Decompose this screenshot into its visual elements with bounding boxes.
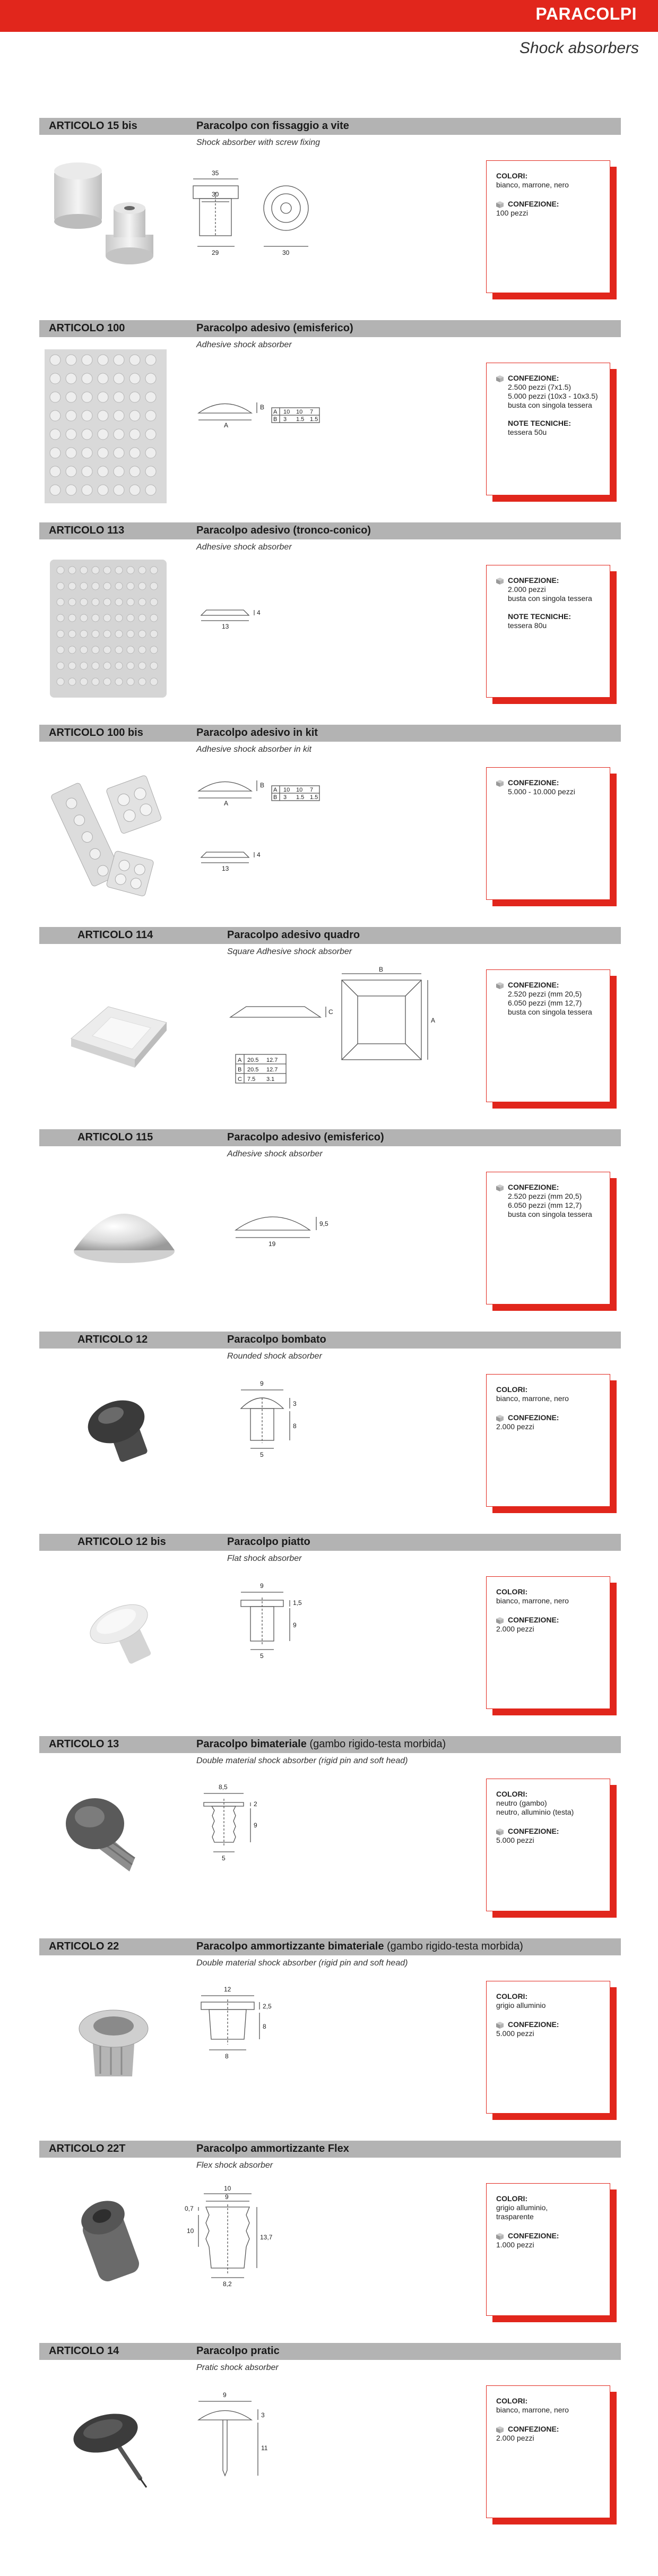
info-line: busta con singola tessera [508,401,592,409]
dimension-label: 3 [261,2411,265,2419]
package-icon [495,1183,505,1192]
technical-drawing-svg [183,357,501,495]
package-icon [495,577,505,585]
article-section [39,2141,621,2337]
dimension-label: 8 [225,2053,229,2060]
article-code: ARTICOLO 12 [77,1334,148,1345]
table-cell: 3.1 [266,1076,275,1083]
table-cell: 1.5 [296,416,305,423]
article-name: Paracolpo con fissaggio a vite [196,120,349,132]
technical-drawing [183,2178,501,2316]
article-subtitle: Flex shock absorber [196,2161,273,2170]
info-line: 2.000 pezzi [508,585,546,594]
info-line: COLORI: [496,1992,528,2000]
product-photo [60,1182,188,1278]
dimension-label: B [260,403,265,411]
info-line: grigio alluminio [496,2001,546,2010]
info-line: CONFEZIONE: [508,200,559,208]
technical-drawing-svg [183,1773,501,1911]
table-cell: 12.7 [266,1057,278,1063]
info-line: 1.000 pezzi [496,2240,534,2249]
article-section [39,1938,621,2135]
dimension-label: 35 [212,169,219,177]
product-photo [45,349,167,503]
article-name: Paracolpo piatto [227,1536,310,1548]
info-line: 2.000 pezzi [496,1422,534,1431]
info-line: neutro, alluminio (testa) [496,1808,574,1816]
info-box [486,1172,610,1304]
dimension-label: 9 [225,2193,229,2201]
table-cell: 1.5 [296,794,305,801]
product-photo [50,759,172,908]
table-cell: 7 [310,787,314,793]
info-box [486,1981,610,2114]
article-section [39,118,621,314]
article-subtitle: Adhesive shock absorber [196,543,292,552]
technical-drawing-svg [183,762,501,900]
article-code: ARTICOLO 22T [49,2143,126,2154]
dimension-label: 30 [212,191,219,198]
info-line: CONFEZIONE: [508,1616,559,1624]
article-name: Paracolpo adesivo in kit [196,727,318,739]
info-line: neutro (gambo) [496,1799,547,1807]
info-line: 5.000 pezzi (10x3 - 10x3.5) [508,392,598,400]
dimension-label: 19 [269,1240,276,1248]
info-line: 6.050 pezzi (mm 12,7) [508,1201,582,1209]
article-name: Paracolpo ammortizzante Flex [196,2143,349,2154]
technical-drawing-svg [183,560,501,698]
info-line: trasparente [496,2212,534,2221]
info-line: CONFEZIONE: [508,374,559,382]
info-line: CONFEZIONE: [508,576,559,585]
dimension-label: 8 [293,1422,297,1430]
info-box [486,767,610,900]
article-subtitle: Rounded shock absorber [227,1352,322,1361]
product-photo [50,560,167,698]
table-cell: 7.5 [247,1076,256,1083]
dimension-label: 9 [223,2391,227,2399]
page-title: PARACOLPI [535,4,637,23]
article-code: ARTICOLO 12 bis [77,1536,166,1548]
info-line: 6.050 pezzi (mm 12,7) [508,999,582,1007]
info-line: CONFEZIONE: [508,2425,559,2433]
article-subtitle: Adhesive shock absorber [196,340,292,349]
info-box [486,1779,610,1911]
info-line: CONFEZIONE: [508,1827,559,1835]
technical-drawing [183,560,501,698]
article-header-bar [39,2343,621,2360]
table-cell: A [238,1057,242,1063]
article-section [39,1129,621,1326]
dimension-label: 9 [293,1621,297,1629]
article-section [39,320,621,517]
dimension-label: 9 [254,1822,257,1829]
article-name: Paracolpo bimateriale (gambo rigido-testa morbida) [196,1738,446,1750]
info-line: 2.500 pezzi (7x1.5) [508,383,572,391]
article-subtitle: Adhesive shock absorber in kit [196,745,311,754]
product-photo [71,1582,177,1688]
table-cell: 20.5 [247,1057,259,1063]
technical-drawing [183,1773,501,1911]
info-line: 2.000 pezzi [496,2434,534,2442]
info-line: 5.000 pezzi [496,1836,534,1844]
product-photo [60,2183,167,2300]
dimension-label: 0,7 [185,2205,194,2212]
package-icon [495,981,505,990]
info-line: CONFEZIONE: [508,778,559,787]
package-icon [495,2425,505,2434]
article-name: Paracolpo adesivo (tronco-conico) [196,525,371,536]
info-line: 2.520 pezzi (mm 20,5) [508,1192,582,1200]
dimension-label: 8,2 [223,2280,232,2288]
info-box [486,2183,610,2316]
technical-drawing-svg [183,1976,501,2114]
article-name: Paracolpo ammortizzante bimateriale (gambo rigido-testa morbida) [196,1940,523,1952]
article-code: ARTICOLO 115 [77,1131,153,1143]
article-section [39,522,621,719]
article-subtitle: Pratic shock absorber [196,2363,279,2372]
article-section [39,927,621,1123]
info-line: COLORI: [496,2194,528,2203]
article-subtitle: Double material shock absorber (rigid pin and soft head) [196,1756,408,1765]
technical-drawing [183,762,501,900]
table-cell: C [238,1076,242,1083]
dimension-label: 5 [222,1854,226,1862]
info-line: busta con singola tessera [508,594,592,603]
info-line: COLORI: [496,2397,528,2405]
info-box [486,969,610,1102]
table-cell: 20.5 [247,1067,259,1073]
info-box [486,2385,610,2518]
dimension-label: 10 [224,2185,231,2192]
dimension-label: 9,5 [319,1220,328,1227]
info-line: 100 pezzi [496,209,528,217]
article-subtitle: Square Adhesive shock absorber [227,947,352,956]
info-box [486,160,610,293]
dimension-label: A [224,422,229,429]
dimension-label: C [328,1008,333,1016]
table-cell: 3 [283,416,287,423]
table-cell: B [273,794,278,801]
package-icon [495,1827,505,1836]
info-line: CONFEZIONE: [508,981,559,989]
dimension-label: 4 [257,609,261,616]
info-line: CONFEZIONE: [508,1413,559,1422]
package-icon [495,779,505,787]
dimension-label: 2 [254,1800,257,1808]
page-subtitle: Shock absorbers [519,39,639,57]
table-cell: 10 [296,787,303,793]
table-cell: 10 [296,409,303,415]
article-section [39,1332,621,1528]
table-cell: 10 [283,409,290,415]
dimension-label: 1,5 [293,1599,302,1607]
info-line: COLORI: [496,1587,528,1596]
info-line: busta con singola tessera [508,1008,592,1016]
article-code: ARTICOLO 100 [49,322,125,334]
article-section [39,725,621,921]
article-code: ARTICOLO 22 [49,1940,119,1952]
table-cell: 7 [310,409,314,415]
dimension-label: 30 [282,249,290,256]
article-name: Paracolpo adesivo quadro [227,929,360,941]
info-line: bianco, marrone, nero [496,2406,569,2414]
dimension-label: 4 [257,851,261,858]
dimension-label: A [431,1017,436,1024]
info-box [486,363,610,495]
article-subtitle: Adhesive shock absorber [227,1149,323,1158]
dimension-label: 9 [260,1582,264,1590]
article-subtitle: Double material shock absorber (rigid pin and soft head) [196,1959,408,1968]
dimension-label: 13 [222,623,229,630]
article-code: ARTICOLO 14 [49,2345,119,2357]
product-photo [60,975,188,1081]
dimension-label: 5 [260,1451,264,1458]
product-photo [71,1379,177,1486]
dimension-label: 12 [224,1986,231,1993]
info-line: 5.000 - 10.000 pezzi [508,787,575,796]
info-line: tessera 50u [508,428,547,436]
info-line: 5.000 pezzi [496,2029,534,2038]
article-name: Paracolpo bombato [227,1334,326,1345]
technical-drawing [183,2380,501,2518]
package-icon [495,374,505,383]
article-section [39,2343,621,2539]
table-cell: 10 [283,787,290,793]
info-line: COLORI: [496,171,528,180]
info-box [486,1374,610,1507]
article-code: ARTICOLO 113 [49,525,125,536]
table-cell: A [273,409,278,415]
info-line: CONFEZIONE: [508,2231,559,2240]
product-photo [60,1983,172,2095]
dimension-label: 2,5 [263,2003,272,2010]
article-code: ARTICOLO 13 [49,1738,119,1750]
dimension-label: 11 [261,2444,268,2452]
article-section [39,1534,621,1730]
dimension-label: 8 [263,2023,266,2030]
article-name: Paracolpo adesivo (emisferico) [227,1131,384,1143]
dimension-label: B [260,782,265,789]
article-code: ARTICOLO 15 bis [49,120,137,132]
info-line: bianco, marrone, nero [496,1394,569,1403]
table-cell: B [238,1067,242,1073]
table-cell: A [273,787,278,793]
technical-drawing [183,1976,501,2114]
dimension-label: B [379,966,384,973]
table-cell: 12.7 [266,1067,278,1073]
info-line: busta con singola tessera [508,1210,592,1218]
technical-drawing [183,357,501,495]
info-line: COLORI: [496,1790,528,1798]
info-line: bianco, marrone, nero [496,1596,569,1605]
info-box [486,1576,610,1709]
article-subtitle: Flat shock absorber [227,1554,302,1563]
package-icon [495,1616,505,1625]
info-line: 2.520 pezzi (mm 20,5) [508,990,582,998]
dimension-label: 10 [187,2227,194,2235]
dimension-label: 13 [222,865,229,872]
info-line: NOTE TECNICHE: [508,419,571,427]
package-icon [495,2232,505,2240]
article-code: ARTICOLO 114 [77,929,153,941]
dimension-label: 29 [212,249,219,256]
article-name: Paracolpo adesivo (emisferico) [196,322,353,334]
dimension-label: 5 [260,1652,264,1660]
dimension-label: 8,5 [219,1783,228,1791]
info-line: CONFEZIONE: [508,2020,559,2029]
table-cell: 1.5 [310,416,318,423]
info-line: 2.000 pezzi [496,1625,534,1633]
table-cell: 1.5 [310,794,318,801]
article-name: Paracolpo pratic [196,2345,280,2357]
info-box [486,565,610,698]
package-icon [495,200,505,209]
info-line: tessera 80u [508,621,547,630]
info-line: COLORI: [496,1385,528,1394]
technical-drawing-svg [183,2380,501,2518]
info-line: grigio alluminio, [496,2203,548,2212]
table-cell: 3 [283,794,287,801]
technical-drawing [183,155,501,293]
package-icon [495,2021,505,2029]
dimension-label: A [224,800,229,807]
dimension-label: 13,7 [260,2234,273,2241]
product-photo [45,155,172,282]
article-subtitle: Shock absorber with screw fixing [196,138,320,147]
info-line: bianco, marrone, nero [496,181,569,189]
package-icon [495,1414,505,1422]
info-line: NOTE TECNICHE: [508,612,571,621]
technical-drawing-svg [183,2178,501,2316]
article-code: ARTICOLO 100 bis [49,727,143,739]
dimension-label: 3 [293,1400,297,1407]
dimension-label: 9 [260,1380,264,1387]
info-line: CONFEZIONE: [508,1183,559,1191]
article-section [39,1736,621,1933]
table-cell: B [273,416,278,423]
product-photo [55,1779,172,1895]
technical-drawing-svg [183,155,501,293]
product-photo [60,2391,172,2497]
